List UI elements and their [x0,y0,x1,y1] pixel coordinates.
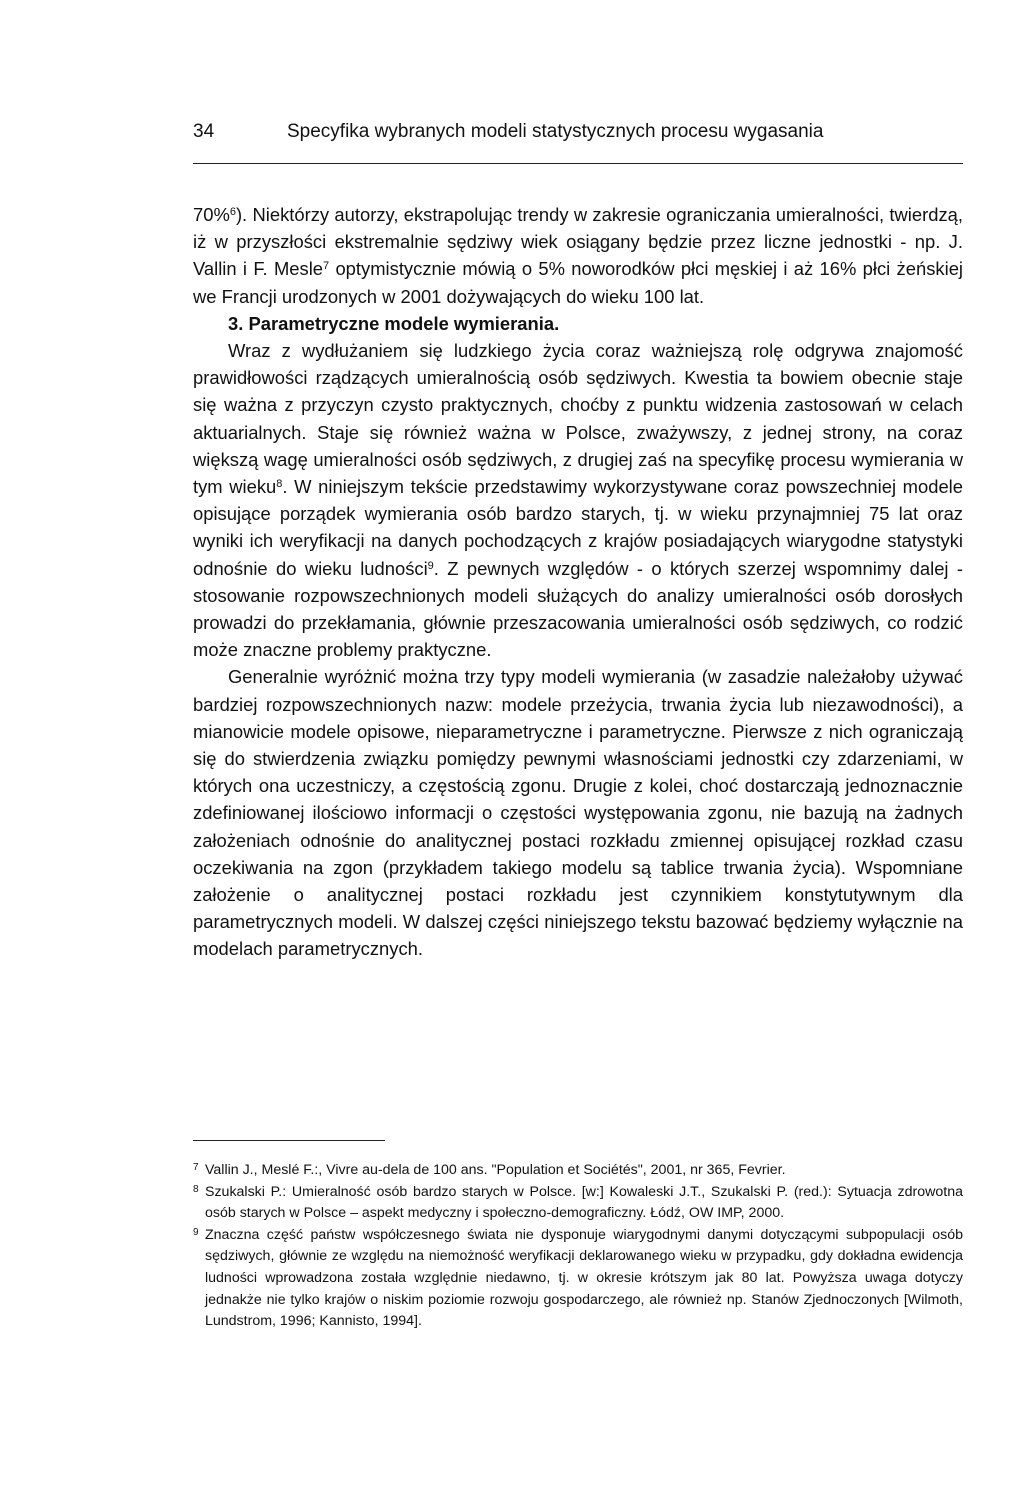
paragraph-text: . Z pewnych względów - o których szerzej wspomnimy dalej - stosowanie rozpowszechnionych modeli służących do analizy umieralności osób dorosłych prowadzi do przekłamania, głównie przeszacowania umieralności osób sędziwych, co rodzić może znaczne problemy praktyczne. [193,557,963,661]
running-header [193,120,963,144]
footnote [193,1225,963,1333]
paragraph-text: . W niniejszym tekście przedstawimy wykorzystywane coraz powszechniej modele opisujące porządek wymierania osób bardzo starych, tj. w wieku przynajmniej 75 lat oraz wyniki ich weryfikacji na danych pochodzących z krajów posiadających wiarygodne statystyki odnośnie do wieku ludności [193,476,963,579]
paragraph-text: Wraz z wydłużaniem się ludzkiego życia coraz ważniejszą rolę odgrywa znajomość prawidłowości rządzących umieralnością osób sędziwych. Kwestia ta bowiem obecnie staje się ważna z przyczyn czysto praktycznych, choćby z punktu widzenia zastosowań w celach aktuarialnych. Staje się również ważna w Polsce, zważywszy, z jednej strony, na coraz większą wagę umieralności osób sędziwych, z drugiej zaś na specyfikę procesu wymierania w tym wieku [193,340,963,498]
footnotes [193,1160,963,1333]
paragraph-continuation [193,201,963,310]
footnote-ref: 7 [323,260,330,273]
footnote-ref: 8 [276,478,283,491]
footnote-text: Szukalski P.: Umieralność osób bardzo starych w Polsce. [w:] Kowaleski J.T., Szukalski P. (red.): Sytuacja zdrowotna osób starych w Polsce – aspekt medyczny i społeczno-demograficzny. Łódź, OW IMP, 2000. [205,1183,963,1222]
paragraph [193,337,963,663]
page-number: 34 [193,121,215,142]
footnote-rule [193,1140,385,1141]
section-heading: 3. Parametryczne modele wymierania. [228,312,560,334]
body-text [193,201,963,963]
running-title: Specyfika wybranych modeli statystycznych procesu wygasania [287,121,824,142]
footnote-number: 9 [193,1226,199,1238]
paragraph-text: 70% [193,204,230,225]
footnote-number: 8 [193,1183,199,1195]
footnote-ref: 9 [427,559,434,572]
footnote [193,1160,963,1182]
header-rule [193,163,963,164]
footnote-text: Vallin J., Meslé F.:, Vivre au-dela de 100 ans. "Population et Sociétés", 2001, nr 365, Fevrier. [205,1162,786,1178]
footnote-text: Znaczna część państw współczesnego świata nie dysponuje wiarygodnymi danymi dotyczącymi subpopulacji osób sędziwych, głównie ze względu na niemożność weryfikacji deklarowanego wieku w przypadku, gdy dokładna ewidencja ludności wprowadzona została względnie niedawno, tj. w okresie krótszym jak 80 lat. Powyższa uwaga dotyczy jednakże nie tylko krajów o niskim poziomie rozwoju gospodarczego, ale również np. Stanów Zjednoczonych [Wilmoth, Lundstrom, 1996; Kannisto, 1994]. [205,1226,963,1330]
paragraph-text: optymistycznie mówią o 5% noworodków płci męskiej i aż 16% płci żeńskiej we Francji urodzonych w 2001 dożywających do wieku 100 lat. [193,258,964,307]
footnote-ref: 6 [229,206,236,218]
footnote-number: 7 [193,1162,199,1173]
footnote [193,1182,963,1225]
paragraph-text: ). Niektórzy autorzy, ekstrapolując trendy w zakresie ograniczania umieralności, twierdzą, iż w przyszłości ekstremalnie sędziwy wiek osiągany będzie przez liczne jednostki - np. J. Vallin i F. Mesle [193,204,963,280]
paragraph: Generalnie wyróżnić można trzy typy modeli wymierania (w zasadzie należałoby używać bardziej rozpowszechnionych nazw: modele przeżycia, trwania życia lub niezawodności), a mianowicie modele opisowe, nieparametryczne i parametryczne. Pierwsze z nich ograniczają się do stwierdzenia związku pomiędzy pewnymi własnościami jednostki czy zdarzeniami, w których ona uczestniczy, a częstością zgonu. Drugie z kolei, choć dostarczają jednoznacznie zdefiniowanej ilościowo informacji o częstości występowania zgonu, nie bazują na żadnych założeniach odnośnie do analitycznej postaci rozkładu zmiennej opisującej rozkład czasu oczekiwania na zgon (przykładem takiego modelu są tablice trwania życia). Wspomniane założenie o analitycznej postaci rozkładu jest czynnikiem konstytutywnym dla parametrycznych modeli. W dalszej części niniejszego tekstu bazować będziemy wyłącznie na modelach parametrycznych. [193,666,963,960]
